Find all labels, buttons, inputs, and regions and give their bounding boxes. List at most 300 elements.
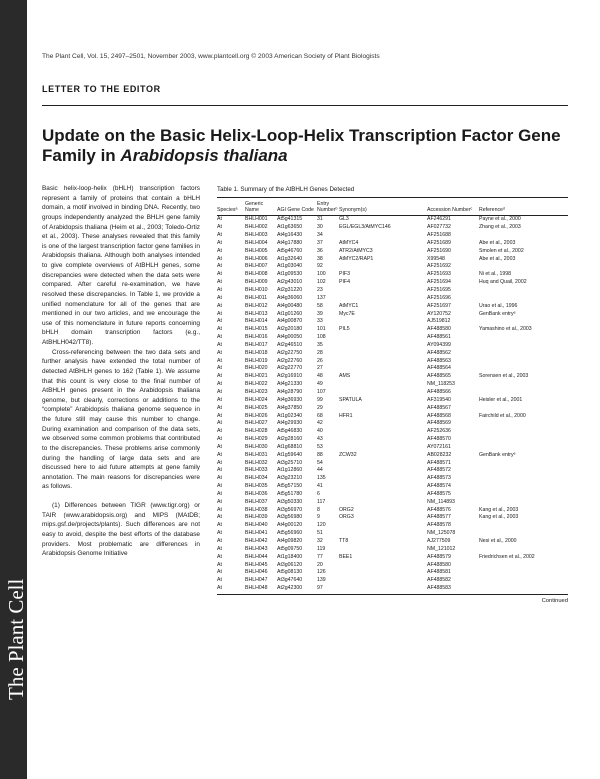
table-cell: BHLH043 xyxy=(245,545,268,552)
table-cell: PIL5 xyxy=(339,326,350,333)
table-cell: Huq and Quail, 2002 xyxy=(479,279,527,286)
table-header-cell: Synonym(s) xyxy=(339,200,427,216)
table-cell: 120 xyxy=(317,522,326,529)
table-cell: AF251692 xyxy=(427,263,451,270)
table-cell: At xyxy=(217,420,222,427)
table-cell: NM_118253 xyxy=(427,381,455,388)
table-cell: At xyxy=(217,585,222,592)
table-cell xyxy=(479,318,568,326)
table-cell: GenBank entryᵉ xyxy=(479,310,516,317)
table-cell: 30 xyxy=(317,224,323,231)
table-cell: BHLH044 xyxy=(245,553,268,560)
table-cell: BHLH048 xyxy=(245,585,268,592)
table-cell xyxy=(479,428,568,436)
table-cell: Nesi et al., 2000 xyxy=(479,538,517,544)
table-cell: Fairchild et al., 2000 xyxy=(479,412,526,419)
table-cell: At4g21330 xyxy=(277,381,303,388)
table-row xyxy=(217,467,568,475)
table-cell: At4g00120 xyxy=(277,522,303,529)
table-cell: PIF4 xyxy=(339,279,350,286)
table-cell: At3g06120 xyxy=(277,561,303,568)
table-cell: AF488580 xyxy=(427,326,451,333)
table-cell: 42 xyxy=(317,420,323,427)
table-header-cell: Accession Numberᶜ xyxy=(427,200,479,216)
table-row xyxy=(217,326,568,334)
table-cell: At xyxy=(217,388,222,395)
table-cell xyxy=(479,358,568,366)
table-cell: BHLH006 xyxy=(245,255,268,262)
table-cell xyxy=(479,334,568,342)
table-cell: Yamashino et al., 2003 xyxy=(479,326,532,333)
table-cell: At4g36930 xyxy=(277,396,303,403)
table-cell xyxy=(339,460,427,468)
table-cell: BHLH008 xyxy=(245,271,268,278)
table-cell: At4g00870 xyxy=(277,318,303,325)
table-cell: At4g17880 xyxy=(277,239,303,246)
table-cell: At5g46830 xyxy=(277,428,303,435)
table-cell: AF251688 xyxy=(427,232,451,239)
table-cell: At xyxy=(217,538,222,544)
table-row xyxy=(217,522,568,530)
table-cell: 29 xyxy=(317,404,323,411)
table-cell: AF251690 xyxy=(427,247,451,254)
table-cell: 41 xyxy=(317,483,323,490)
table-cell: At xyxy=(217,514,222,521)
table-cell xyxy=(339,467,427,475)
table-cell: At5g57150 xyxy=(277,483,303,490)
table-cell: 39 xyxy=(317,310,323,317)
table-cell: At4g29930 xyxy=(277,420,303,427)
table-cell: 68 xyxy=(317,412,323,419)
table-cell: At xyxy=(217,483,222,490)
table-row xyxy=(217,232,568,240)
table-cell xyxy=(479,475,568,483)
table-cell: 28 xyxy=(317,349,323,356)
article-title-species: Arabidopsis thaliana xyxy=(120,146,288,165)
table-cell: At xyxy=(217,365,222,372)
table-cell xyxy=(479,569,568,577)
table-row xyxy=(217,295,568,303)
table-cell xyxy=(479,381,568,389)
table-cell: At3g23210 xyxy=(277,475,303,482)
table-cell: BHLH037 xyxy=(245,498,268,505)
table-cell: AF488569 xyxy=(427,420,451,427)
gene-table xyxy=(217,200,568,593)
table-cell: 34 xyxy=(317,232,323,239)
table-cell: 100 xyxy=(317,271,326,278)
table-row xyxy=(217,507,568,515)
table-cell: NM_114893 xyxy=(427,498,455,505)
table-cell: 32 xyxy=(317,538,323,544)
table-row xyxy=(217,381,568,389)
table-cell: AMS xyxy=(339,373,351,380)
journal-sidebar xyxy=(0,0,27,779)
table-cell: 23 xyxy=(317,287,323,293)
body-column xyxy=(42,184,200,559)
table-cell xyxy=(479,389,568,397)
table-cell: PIF3 xyxy=(339,271,350,278)
table-cell: GenBank entryᵉ xyxy=(479,451,516,458)
table-cell: 33 xyxy=(317,318,323,325)
table-cell xyxy=(479,546,568,554)
table-cell: GL3 xyxy=(339,216,349,223)
table-cell: BHLH020 xyxy=(245,365,268,372)
table-cell: AF251695 xyxy=(427,287,451,293)
table-cell xyxy=(339,342,427,350)
table-cell: BHLH024 xyxy=(245,396,268,403)
table-cell xyxy=(339,522,427,530)
table-cell: Friedrichsen et al., 2002 xyxy=(479,553,535,560)
table-cell xyxy=(339,569,427,577)
table-cell: At xyxy=(217,326,222,333)
table-cell xyxy=(339,444,427,452)
table-cell: 99 xyxy=(317,396,323,403)
table-cell: At1g63650 xyxy=(277,224,303,231)
table-cell: At4g37850 xyxy=(277,404,303,411)
table-cell: 88 xyxy=(317,451,323,458)
table-row xyxy=(217,562,568,570)
table-cell xyxy=(339,546,427,554)
table-cell xyxy=(339,499,427,507)
table-cell: AF488583 xyxy=(427,585,451,592)
table-cell: BHLH047 xyxy=(245,577,268,584)
article-title-main: Update on the Basic Helix-Loop-Helix Transcription Factor Gene Family in xyxy=(42,126,561,165)
table-cell xyxy=(339,405,427,413)
table-row xyxy=(217,577,568,585)
table-cell xyxy=(479,562,568,570)
table-header-cell: Speciesᵃ xyxy=(217,200,245,216)
table-header-cell: Entry Numberᵇ xyxy=(317,200,339,216)
table-cell xyxy=(339,232,427,240)
table-cell: BHLH039 xyxy=(245,514,268,521)
table-cell: 135 xyxy=(317,475,326,482)
table-cell: ORG3 xyxy=(339,514,354,521)
table-cell: 40 xyxy=(317,428,323,435)
table-cell: At1g03040 xyxy=(277,263,303,270)
table-row xyxy=(217,365,568,373)
table-cell xyxy=(339,585,427,593)
table-row xyxy=(217,358,568,366)
table-cell: At xyxy=(217,436,222,443)
table-row xyxy=(217,342,568,350)
table-cell xyxy=(339,420,427,428)
table-cell: BHLH009 xyxy=(245,279,268,286)
table-cell xyxy=(479,350,568,358)
table-cell: 44 xyxy=(317,467,323,474)
table-cell: At xyxy=(217,357,222,364)
table-cell: At xyxy=(217,318,222,325)
table-cell: AJ519812 xyxy=(427,318,451,325)
table-cell: 54 xyxy=(317,459,323,466)
table-cell: At xyxy=(217,404,222,411)
table-cell: BHLH032 xyxy=(245,459,268,466)
table-cell xyxy=(479,491,568,499)
table-cell: 119 xyxy=(317,545,326,552)
table-cell: 48 xyxy=(317,373,323,380)
table-cell: 101 xyxy=(317,326,326,333)
table-cell: At1g68810 xyxy=(277,443,303,450)
table-cell: Sorensen et al., 2003 xyxy=(479,373,529,380)
table-cell xyxy=(479,287,568,295)
table-row xyxy=(217,452,568,460)
table-row xyxy=(217,397,568,405)
table-cell: BHLH018 xyxy=(245,349,268,356)
table-cell xyxy=(339,530,427,538)
table-cell: 53 xyxy=(317,443,323,450)
table-cell: HFR1 xyxy=(339,412,353,419)
table-cell: At4g28790 xyxy=(277,388,303,395)
table-cell xyxy=(479,460,568,468)
table-cell: Ni et al., 1998 xyxy=(479,271,512,278)
table-cell xyxy=(479,263,568,271)
table-cell: 43 xyxy=(317,436,323,443)
table-cell: At3g50330 xyxy=(277,498,303,505)
table-cell: AJ277509 xyxy=(427,538,451,544)
table-cell: BHLH012 xyxy=(245,302,268,309)
table-cell: At xyxy=(217,279,222,286)
table-cell: At3g56980 xyxy=(277,514,303,521)
table-cell: At1g01260 xyxy=(277,310,303,317)
table-caption: Table 1. Summary of the AtBHLH Genes Detected xyxy=(217,186,568,198)
table-cell: At2g46510 xyxy=(277,341,303,348)
table-cell xyxy=(339,358,427,366)
table-row xyxy=(217,389,568,397)
table-cell: Kang et al., 2003 xyxy=(479,506,519,513)
table-cell: At5g09750 xyxy=(277,545,303,552)
table-cell: At xyxy=(217,569,222,576)
table-cell: At xyxy=(217,271,222,278)
table-cell: BHLH011 xyxy=(245,294,268,301)
table-cell: TT8 xyxy=(339,538,349,544)
table-cell: AtMYC2/RAP1 xyxy=(339,255,374,262)
table-cell xyxy=(479,295,568,303)
table-row xyxy=(217,546,568,554)
table-cell xyxy=(339,350,427,358)
table-cell: 77 xyxy=(317,553,323,560)
table-cell: AF488563 xyxy=(427,357,451,364)
table-cell: At xyxy=(217,577,222,584)
table-cell: 8 xyxy=(317,506,320,513)
table-cell: At xyxy=(217,373,222,380)
table-cell: At4g09820 xyxy=(277,538,303,544)
table-cell: AF488579 xyxy=(427,553,451,560)
table-cell: ZCW32 xyxy=(339,451,357,458)
table-cell: At xyxy=(217,263,222,270)
table-cell: BHLH022 xyxy=(245,381,268,388)
table-row xyxy=(217,334,568,342)
table-cell: At2g20180 xyxy=(277,326,303,333)
table-row xyxy=(217,444,568,452)
table-cell: BHLH017 xyxy=(245,341,268,348)
table-cell: BHLH042 xyxy=(245,538,268,544)
table-cell: AF488576 xyxy=(427,506,451,513)
table-cell: BHLH016 xyxy=(245,334,268,341)
table-cell: BHLH045 xyxy=(245,561,268,568)
table-cell: At xyxy=(217,349,222,356)
table-cell xyxy=(479,522,568,530)
table-cell: At3g47640 xyxy=(277,577,303,584)
table-cell xyxy=(339,577,427,585)
table-cell: 51 xyxy=(317,530,323,537)
table-cell: BEE1 xyxy=(339,553,353,560)
table-cell xyxy=(479,365,568,373)
table-cell: AY072161 xyxy=(427,443,451,450)
table-cell: AF488567 xyxy=(427,404,451,411)
table-cell xyxy=(339,483,427,491)
table-cell: BHLH010 xyxy=(245,287,268,293)
table-cell: At1g32640 xyxy=(277,255,303,262)
table-row xyxy=(217,413,568,421)
table-cell: 139 xyxy=(317,577,326,584)
table-cell: At xyxy=(217,530,222,537)
table-cell: AtMYC4 xyxy=(339,239,359,246)
table-cell xyxy=(339,295,427,303)
table-row xyxy=(217,436,568,444)
table-cell: BHLH021 xyxy=(245,373,268,380)
table-cell: AF488577 xyxy=(427,514,451,521)
table-cell: At1g59640 xyxy=(277,451,303,458)
table-cell: At2g31220 xyxy=(277,287,303,293)
section-label: LETTER TO THE EDITOR xyxy=(42,84,161,94)
table-cell: At xyxy=(217,216,222,223)
table-cell: BHLH035 xyxy=(245,483,268,490)
table-cell: BHLH028 xyxy=(245,428,268,435)
table-cell: 92 xyxy=(317,263,323,270)
table-cell: AF488582 xyxy=(427,577,451,584)
table-row xyxy=(217,248,568,256)
table-cell: AF251697 xyxy=(427,302,451,309)
table-header-cell: AGI Gene Code xyxy=(277,200,317,216)
table-cell: 107 xyxy=(317,388,326,395)
table-row xyxy=(217,569,568,577)
table-cell: At4g16430 xyxy=(277,232,303,239)
table-cell: At2g22750 xyxy=(277,349,303,356)
table-cell: AF488566 xyxy=(427,388,451,395)
table-row xyxy=(217,428,568,436)
table-cell: AF488575 xyxy=(427,490,451,497)
table-cell: Urao et al., 1996 xyxy=(479,302,518,309)
table-row xyxy=(217,263,568,271)
table-cell: BHLH041 xyxy=(245,530,268,537)
table-cell: AF488571 xyxy=(427,459,451,466)
table-cell: At1g02340 xyxy=(277,412,303,419)
table-cell: AtMYC1 xyxy=(339,302,359,309)
table-cell: AF488580 xyxy=(427,561,451,568)
table-cell: BHLH027 xyxy=(245,420,268,427)
table-cell: X99548 xyxy=(427,255,445,262)
table-cell xyxy=(479,530,568,538)
table-cell xyxy=(479,499,568,507)
table-cell: 117 xyxy=(317,498,326,505)
table-cell: BHLH007 xyxy=(245,263,268,270)
table-cell: BHLH005 xyxy=(245,247,268,254)
table-cell xyxy=(479,585,568,593)
table-cell: AF252636 xyxy=(427,428,451,435)
table-cell: BHLH001 xyxy=(245,216,268,223)
table-cell xyxy=(339,428,427,436)
table-cell: At2g28160 xyxy=(277,436,303,443)
table-cell: BHLH015 xyxy=(245,326,268,333)
table-cell: Abe et al., 2003 xyxy=(479,255,516,262)
table-cell: 137 xyxy=(317,294,326,301)
body-paragraph-1: Basic helix-loop-helix (bHLH) transcription factors represent a family of proteins that contain a bHLH domain, a motif involved in binding DNA. Recently, two groups independently analyzed the BHLH gene family of Arabidopsis thaliana (Heim et al., 2003; Toledo-Ortiz et al., 2003). These analyses revealed that this family is one of the largest transcription factor gene families in Arabidopsis thaliana. Although both analyses intended to give complete overviews of AtBHLH genes, some discrepancies were detected when the data sets were compared. After careful re-examination, we have resolved these discrepancies. In Table 1, we provide a unified nomenclature for all of the genes that are mentioned in our two articles, and we encourage the use of this nomenclature in future reports concerning bHLH domain transcription factors (e.g., AtBHLH042/TT8). xyxy=(42,185,200,346)
table-cell: Kang et al., 2003 xyxy=(479,514,519,521)
table-row xyxy=(217,460,568,468)
table-row xyxy=(217,405,568,413)
table-row xyxy=(217,279,568,287)
table-cell: BHLH004 xyxy=(245,239,268,246)
table-cell: At xyxy=(217,334,222,341)
table-cell xyxy=(479,483,568,491)
table-row xyxy=(217,303,568,311)
table-cell: AB028232 xyxy=(427,451,452,458)
table-cell: AF488574 xyxy=(427,483,451,490)
table-cell: BHLH026 xyxy=(245,412,268,419)
table-cell: AF251693 xyxy=(427,271,451,278)
table-cell: At4g00050 xyxy=(277,334,303,341)
table-cell xyxy=(339,287,427,295)
table-cell xyxy=(479,342,568,350)
table-cell: BHLH025 xyxy=(245,404,268,411)
table-cell: At xyxy=(217,302,222,309)
table-row xyxy=(217,420,568,428)
table-cell: BHLH033 xyxy=(245,467,268,474)
table-row xyxy=(217,538,568,546)
table-cell: BHLH002 xyxy=(245,224,268,231)
table-cell: 97 xyxy=(317,585,323,592)
table-cell: AF251689 xyxy=(427,239,451,246)
table-cell: At xyxy=(217,498,222,505)
table-cell: At xyxy=(217,310,222,317)
table-cell: At xyxy=(217,239,222,246)
table-cell: NM_121012 xyxy=(427,545,456,552)
table-cell: At2g16910 xyxy=(277,373,303,380)
table-cell: At xyxy=(217,224,222,231)
table-cell: At xyxy=(217,443,222,450)
table-cell xyxy=(339,334,427,342)
table-cell: At xyxy=(217,255,222,262)
table-row xyxy=(217,311,568,319)
table-cell: NM_125078 xyxy=(427,530,456,537)
table-cell: At2g22760 xyxy=(277,357,303,364)
table-cell: 126 xyxy=(317,569,326,576)
table-cell xyxy=(479,232,568,240)
table-row xyxy=(217,554,568,562)
table-cell: At5g51780 xyxy=(277,490,303,497)
table-cell: BHLH036 xyxy=(245,490,268,497)
table-cell: 36 xyxy=(317,247,323,254)
table-row xyxy=(217,499,568,507)
table-cell xyxy=(339,318,427,326)
table-cell xyxy=(479,444,568,452)
table-cell: At4g00480 xyxy=(277,302,303,309)
table-cell: BHLH040 xyxy=(245,522,268,529)
table-cell: 27 xyxy=(317,365,323,372)
table-cell: AF488565 xyxy=(427,373,451,380)
table-header-cell: Referenceᵈ xyxy=(479,200,568,216)
table-cell: At5g46760 xyxy=(277,247,303,254)
table-cell: BHLH023 xyxy=(245,388,268,395)
table-cell: At xyxy=(217,467,222,474)
table-cell: At xyxy=(217,412,222,419)
table-body xyxy=(217,216,568,593)
table-cell: Payne et al., 2000 xyxy=(479,216,521,223)
table-cell: 20 xyxy=(317,561,323,568)
table-cell: At xyxy=(217,522,222,529)
table-cell: AF488562 xyxy=(427,349,451,356)
table-cell: 35 xyxy=(317,341,323,348)
table-cell xyxy=(339,475,427,483)
